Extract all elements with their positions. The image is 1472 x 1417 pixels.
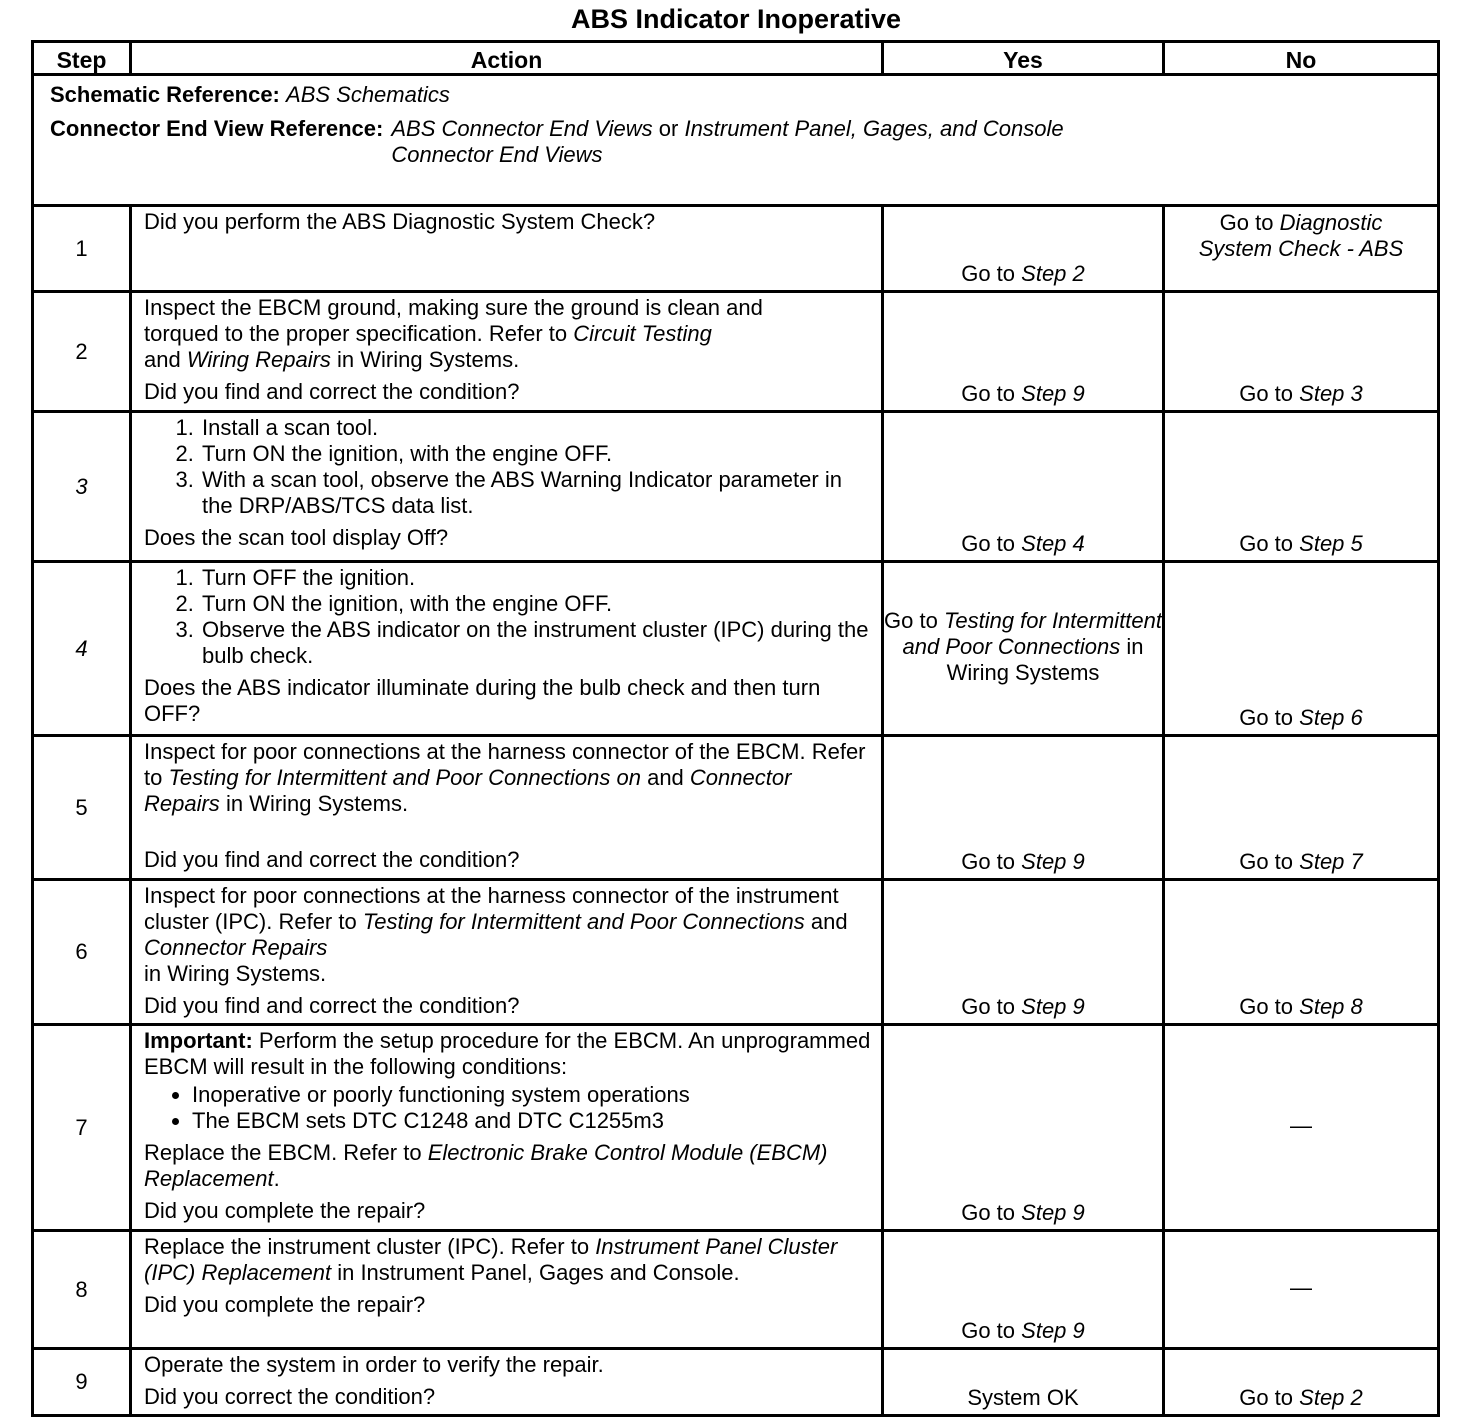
action-question: Did you correct the condition? [144, 1384, 436, 1409]
step-number: 8 [33, 1231, 131, 1349]
schematic-reference [50, 82, 1421, 108]
table-row [33, 206, 1439, 292]
yes-prefix: Go to [961, 994, 1016, 1019]
reference-row [33, 75, 1439, 206]
no-link[interactable]: Step 2 [1299, 1385, 1363, 1410]
connector-reference-link-1[interactable]: ABS Connector End Views [391, 116, 653, 141]
no-cell [1164, 1025, 1439, 1231]
no-cell [1164, 1231, 1439, 1349]
yes-prefix: Go to [961, 531, 1016, 556]
yes-cell [883, 412, 1164, 562]
connector-reference [50, 116, 1421, 168]
no-cell [1164, 292, 1439, 412]
action-text-2: in Wiring Systems. [225, 791, 409, 816]
action-text [144, 1140, 871, 1192]
list-item: • The EBCM sets DTC C1248 and DTC C1255m3 [192, 1108, 871, 1134]
yes-link[interactable]: Step 2 [1021, 261, 1085, 286]
step-number: 4 [33, 562, 131, 736]
step-number: 2 [33, 292, 131, 412]
action-question: Does the ABS indicator illuminate during the bulb check and then turn OFF? [144, 675, 821, 726]
yes-prefix: Go to [961, 1318, 1016, 1343]
step-number: 5 [33, 736, 131, 880]
action-question: Did you find and correct the condition? [144, 847, 520, 872]
yes-cell [883, 562, 1164, 736]
list-item: 1. Turn OFF the ignition. [200, 565, 871, 591]
step-number: 6 [33, 880, 131, 1025]
yes-link[interactable]: Testing for Intermittent and Poor Connections [902, 608, 1163, 659]
header-step: Step [33, 42, 131, 75]
yes-cell [883, 1025, 1164, 1231]
action-cell [131, 1231, 883, 1349]
action-text-1: Inspect for poor connections at the harness connector of the EBCM. Refer to [144, 739, 866, 790]
list-item: • Inoperative or poorly functioning system operations [192, 1082, 871, 1108]
action-link-1[interactable]: Instrument Panel Cluster (IPC) Replacement [144, 1234, 838, 1285]
action-text-2: Replace the EBCM. Refer to [144, 1140, 422, 1165]
action-text-2: in Wiring Systems. [144, 961, 327, 986]
connector-reference-values [391, 116, 1421, 168]
yes-link[interactable]: Step 9 [1021, 381, 1085, 406]
yes-link[interactable]: Step 9 [1021, 1200, 1085, 1225]
action-question: Did you find and correct the condition? [144, 993, 520, 1018]
action-cell [131, 206, 883, 292]
action-steps-list [144, 565, 871, 669]
reference-cell [33, 75, 1439, 206]
action-cell [131, 880, 883, 1025]
action-link-2[interactable]: Connector Repairs [144, 765, 792, 816]
table-row [33, 736, 1439, 880]
no-link[interactable]: Diagnostic [1279, 210, 1383, 235]
action-cell [131, 1349, 883, 1416]
action-question: Did you complete the repair? [144, 1198, 426, 1223]
action-question: Did you complete the repair? [144, 1292, 426, 1317]
connector-reference-label: Connector End View Reference: [50, 116, 384, 141]
yes-cell [883, 1231, 1164, 1349]
no-prefix: Go to [1239, 381, 1294, 406]
action-text [144, 739, 871, 817]
action-text-2: in Instrument Panel, Gages and Console. [337, 1260, 740, 1285]
action-question: Did you find and correct the condition? [144, 379, 520, 404]
no-prefix: Go to [1239, 1385, 1294, 1410]
action-and: and [647, 765, 684, 790]
yes-prefix: Go to [961, 381, 1016, 406]
yes-link[interactable]: Step 9 [1021, 994, 1085, 1019]
important-note [144, 1028, 871, 1080]
schematic-reference-label: Schematic Reference: [50, 82, 280, 107]
step-number: 3 [33, 412, 131, 562]
important-label: Important: [144, 1028, 253, 1053]
action-steps-list [144, 415, 871, 519]
schematic-reference-link[interactable]: ABS Schematics [286, 82, 450, 107]
action-link-1[interactable]: Electronic Brake Control Module (EBCM) Replacement [144, 1140, 828, 1191]
action-text [144, 295, 871, 373]
action-text-1: Inspect for poor connections at the harness connector of the instrument cluster (IPC). Refer to [144, 883, 839, 934]
action-cell [131, 412, 883, 562]
no-link-cont[interactable]: System Check - ABS [1198, 236, 1404, 261]
no-link[interactable]: Step 8 [1299, 994, 1363, 1019]
yes-prefix: Go to [961, 849, 1016, 874]
yes-cell [883, 736, 1164, 880]
table-row [33, 562, 1439, 736]
action-text-1: Replace the instrument cluster (IPC). Refer to [144, 1234, 590, 1259]
no-cell [1164, 1349, 1439, 1416]
table-row [33, 412, 1439, 562]
list-item: 3. Observe the ABS indicator on the instrument cluster (IPC) during the bulb check. [200, 617, 871, 669]
page-title: ABS Indicator Inoperative [570, 4, 902, 34]
important-text: Perform the setup procedure for the EBCM. An unprogrammed EBCM will result in the following conditions: [144, 1028, 871, 1079]
action-link-2[interactable]: Wiring Repairs [186, 347, 331, 372]
no-prefix: Go to [1239, 531, 1294, 556]
conditions-list [144, 1082, 871, 1134]
yes-prefix: Go to [961, 261, 1016, 286]
no-link[interactable]: Step 6 [1299, 705, 1363, 730]
yes-cell [883, 206, 1164, 292]
connector-reference-link-2-cont[interactable]: Connector End Views [391, 142, 603, 167]
action-text [144, 883, 871, 987]
header-yes: Yes [883, 42, 1164, 75]
no-dash: — [1290, 1275, 1312, 1300]
action-question: Did you perform the ABS Diagnostic System Check? [144, 209, 656, 234]
list-item: 2. Turn ON the ignition, with the engine OFF. [200, 441, 871, 467]
no-prefix: Go to [1219, 210, 1274, 235]
table-row [33, 1349, 1439, 1416]
action-text [144, 1234, 871, 1286]
yes-suffix: in Wiring Systems [946, 634, 1144, 685]
header-action: Action [131, 42, 883, 75]
no-dash: — [1290, 1113, 1312, 1138]
action-link-2[interactable]: Connector Repairs [144, 935, 328, 960]
action-period: . [273, 1166, 280, 1191]
table-row [33, 1025, 1439, 1231]
no-cell [1164, 736, 1439, 880]
yes-link[interactable]: Step 4 [1021, 531, 1085, 556]
yes-prefix: Go to [961, 1200, 1016, 1225]
yes-link[interactable]: Step 9 [1021, 849, 1085, 874]
list-item: 3. With a scan tool, observe the ABS Warning Indicator parameter in the DRP/ABS/TCS data list. [200, 467, 871, 519]
no-cell [1164, 880, 1439, 1025]
action-and: and [144, 347, 181, 372]
yes-text: System OK [967, 1385, 1079, 1410]
action-cell [131, 292, 883, 412]
table-row [33, 880, 1439, 1025]
action-cell [131, 736, 883, 880]
no-prefix: Go to [1239, 994, 1294, 1019]
header-row [33, 42, 1439, 75]
list-item: 1. Install a scan tool. [200, 415, 871, 441]
action-cell [131, 562, 883, 736]
action-text-2: torqued to the proper specification. Refer to [144, 321, 568, 346]
action-cell [131, 1025, 883, 1231]
action-text-1: Inspect the EBCM ground, making sure the ground is clean and [144, 295, 763, 320]
no-cell [1164, 412, 1439, 562]
header-no: No [1164, 42, 1439, 75]
no-link[interactable]: Step 5 [1299, 531, 1363, 556]
no-cell [1164, 562, 1439, 736]
yes-link[interactable]: Step 9 [1021, 1318, 1085, 1343]
no-link[interactable]: Step 3 [1299, 381, 1363, 406]
connector-reference-link-2[interactable]: Instrument Panel, Gages, and Console [684, 116, 1064, 141]
step-number: 9 [33, 1349, 131, 1416]
action-text-3: in Wiring Systems. [337, 347, 520, 372]
no-cell [1164, 206, 1439, 292]
no-prefix: Go to [1239, 705, 1294, 730]
table-row [33, 292, 1439, 412]
no-link[interactable]: Step 7 [1299, 849, 1363, 874]
diagnostic-table [31, 40, 1440, 1417]
yes-cell [883, 292, 1164, 412]
action-question: Does the scan tool display Off? [144, 525, 449, 550]
action-link-1[interactable]: Circuit Testing [573, 321, 712, 346]
connector-reference-or: or [658, 116, 679, 141]
action-link-1[interactable]: Testing for Intermittent and Poor Connections [362, 909, 805, 934]
yes-cell [883, 880, 1164, 1025]
yes-cell [883, 1349, 1164, 1416]
action-text: Operate the system in order to verify the repair. [144, 1352, 604, 1377]
step-number: 1 [33, 206, 131, 292]
yes-prefix: Go to [884, 608, 938, 633]
table-row [33, 1231, 1439, 1349]
action-and: and [810, 909, 848, 934]
list-item: 2. Turn ON the ignition, with the engine OFF. [200, 591, 871, 617]
step-number: 7 [33, 1025, 131, 1231]
no-prefix: Go to [1239, 849, 1294, 874]
action-link-1[interactable]: Testing for Intermittent and Poor Connections on [168, 765, 641, 790]
